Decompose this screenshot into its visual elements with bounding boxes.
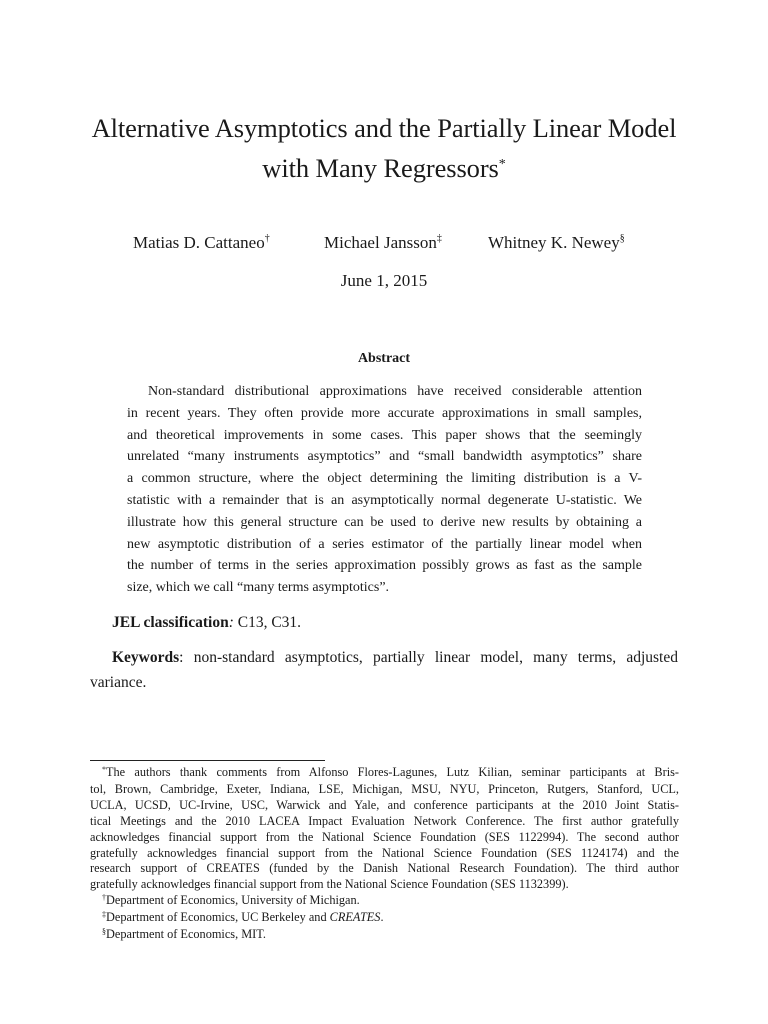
keywords-label: Keywords (112, 649, 180, 666)
footnote-line (90, 765, 679, 782)
keywords (90, 645, 678, 695)
footnote-line: gratefully acknowledges financial support from the National Science Foundation (SES 1124174) and the (90, 845, 679, 860)
footnote-text: Department of Economics, UC Berkeley and (106, 910, 330, 925)
title-line-2 (60, 148, 708, 194)
footnote-mark: † (102, 893, 106, 903)
abstract-line: in recent years. They often provide more accurate approximations in small samples, (127, 405, 642, 421)
jel-classification (112, 614, 301, 632)
jel-label: JEL classification (112, 614, 229, 631)
author-newey (488, 232, 625, 257)
abstract-line: a common structure, where the object determining the limiting distribution is a V- (127, 471, 642, 487)
author-name: Whitney K. Newey (488, 233, 620, 252)
footnote-line: gratefully acknowledges financial support from the National Science Foundation (SES 1132399). (90, 877, 569, 892)
abstract-line: new asymptotic distribution of a series estimator of the partially linear model when (127, 536, 642, 552)
author-footnote-mark: ‡ (436, 233, 442, 244)
abstract-line: unrelated “many instruments asymptotics” and “small bandwidth asymptotics” share (127, 449, 642, 465)
author-jansson (324, 232, 442, 257)
paper-title (60, 108, 708, 194)
footnote-line: research support of CREATES (funded by the Danish National Research Foundation). The third author (90, 861, 679, 876)
abstract-heading: Abstract (357, 351, 411, 366)
abstract-line: and theoretical improvements in some cases. This paper shows that the seemingly (127, 427, 642, 443)
footnote-mark: § (102, 927, 106, 937)
footnote-text: Department of Economics, MIT. (106, 927, 266, 942)
footnote-ddagger (90, 910, 679, 927)
footnote-text: Department of Economics, University of Michigan. (106, 893, 360, 908)
footnote-dagger (90, 893, 679, 910)
author-name: Michael Jansson (324, 233, 437, 252)
footnote-text: The authors thank comments from Alfonso Flores-Lagunes, Lutz Kilian, seminar participants at Bris- (106, 765, 679, 779)
keywords-text: : non-standard asymptotics, partially linear model, many terms, adjusted (179, 649, 678, 666)
author-footnote-mark: † (264, 233, 270, 244)
footnotes (90, 765, 679, 944)
abstract-line: the number of terms in the series approximation possibly grows as fast as the sample (127, 558, 642, 574)
jel-codes: C13, C31. (233, 614, 302, 631)
abstract-line: statistic with a remainder that is an asymptotically normal degenerate U-statistic. We (127, 492, 642, 508)
jel-separator: : (228, 614, 234, 631)
keywords-line-1 (90, 645, 678, 670)
footnote-line: acknowledges financial support from the National Science Foundation (SES 1122994). The second author (90, 829, 679, 844)
footnote-line: UCLA, UCSD, UC-Irvine, USC, Warwick and Yale, and conference participants at the 2010 Joint Statis- (90, 797, 679, 812)
footnote-mark: ‡ (102, 910, 106, 920)
footnote-mark: * (102, 765, 106, 774)
footnote-rule (90, 760, 325, 761)
abstract-line: Non-standard distributional approximations have received considerable attention (148, 384, 642, 399)
author-footnote-mark: § (619, 233, 625, 244)
title-line-2-text: with Many Regressors (262, 153, 499, 183)
title-line-1: Alternative Asymptotics and the Partially Linear Model (91, 113, 677, 143)
abstract-body (127, 381, 642, 599)
footnote-section (90, 927, 679, 944)
keywords-line-2: variance. (90, 674, 147, 691)
footnote-end: . (380, 910, 384, 925)
title-footnote-mark: * (498, 157, 506, 172)
footnote-line: tol, Brown, Cambridge, Exeter, Indiana, LSE, Michigan, MSU, NYU, Princeton, Rutgers, Stanford, UCL, (90, 781, 679, 796)
author-name: Matias D. Cattaneo (133, 233, 265, 252)
footnote-line: tical Meetings and the 2010 LACEA Impact Evaluation Network Conference. The first author gratefully (90, 813, 679, 828)
abstract-line: illustrate how this general structure can be used to derive new results by obtaining a (127, 514, 642, 530)
footnote-italic: CREATES (329, 910, 381, 925)
author-cattaneo (133, 232, 270, 257)
abstract-line: size, which we call “many terms asymptotics”. (127, 580, 390, 596)
paper-date: June 1, 2015 (340, 271, 428, 290)
